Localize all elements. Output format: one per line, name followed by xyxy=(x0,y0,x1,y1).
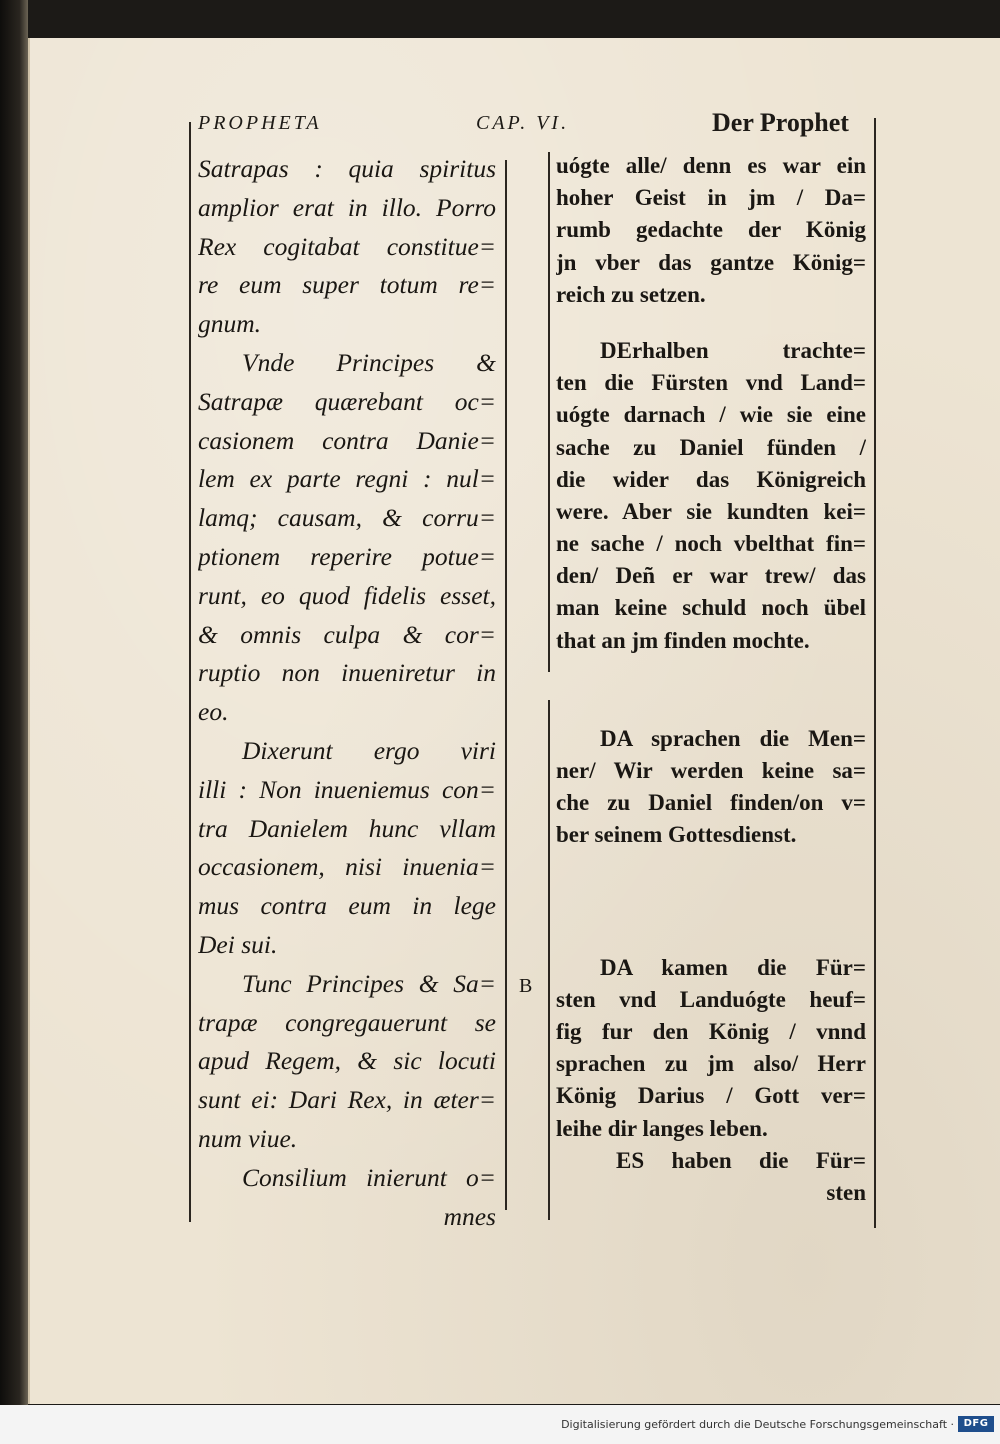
column-rule-german-left-lower xyxy=(548,700,550,1220)
column-rule-left xyxy=(189,122,191,1222)
latin-line: & omnis culpa & cor= xyxy=(198,619,496,649)
german-line: uógte darnach / wie sie eine xyxy=(556,402,866,428)
german-line: König Darius / Gott ver= xyxy=(556,1083,866,1109)
latin-line: eo. xyxy=(198,697,229,727)
german-line: ES haben die Für= xyxy=(616,1147,866,1173)
german-line: were. Aber sie kundten kei= xyxy=(556,498,866,524)
latin-line: lem ex parte regni : nul= xyxy=(198,464,496,494)
german-line: jn vber das gantze König= xyxy=(556,249,866,275)
dfg-logo: DFG xyxy=(958,1416,994,1432)
latin-line: num viue. xyxy=(198,1123,298,1153)
german-line: DA kamen die Für= xyxy=(600,954,866,980)
german-line: DErhalben trachte= xyxy=(600,337,866,363)
german-text-column xyxy=(556,150,866,1209)
german-line: fig fur den König / vnnd xyxy=(556,1018,866,1044)
latin-line: tra Danielem hunc vllam xyxy=(198,813,496,843)
latin-line: ruptio non inueniretur in xyxy=(198,658,496,688)
german-line: hoher Geist in jm / Da= xyxy=(556,185,866,211)
latin-line: Dixerunt ergo viri xyxy=(242,735,496,765)
digitization-credit: Digitalisierung gefördert durch die Deutsche Forschungsgemeinschaft · xyxy=(561,1418,954,1431)
latin-line: gnum. xyxy=(198,309,262,339)
latin-line: occasionem, nisi inuenia= xyxy=(198,852,496,882)
german-line: ner/ Wir werden keine sa= xyxy=(556,758,866,783)
latin-line: Rex cogitabat constitue= xyxy=(198,231,496,261)
german-line: sprachen zu jm also/ Herr xyxy=(556,1051,866,1077)
column-rule-german-left xyxy=(548,152,550,672)
german-line: che zu Daniel finden/on v= xyxy=(556,790,866,816)
running-head-chapter: CAP. VI. xyxy=(476,112,570,134)
paragraph-gap xyxy=(556,311,866,335)
latin-line: re eum super totum re= xyxy=(198,270,496,300)
german-line: sten vnd Landuógte heuf= xyxy=(556,986,866,1012)
paragraph-gap xyxy=(556,852,866,952)
latin-line: illi : Non inueniemus con= xyxy=(198,774,496,804)
latin-line: apud Regem, & sic locuti xyxy=(198,1046,496,1076)
german-line: rumb gedachte der König xyxy=(556,217,866,243)
latin-line: runt, eo quod fidelis esset, xyxy=(198,580,496,610)
latin-line: lamq; causam, & corru= xyxy=(198,503,496,533)
latin-line: Dei sui. xyxy=(198,929,278,959)
paragraph-gap xyxy=(556,657,866,723)
running-head-right: Der Prophet xyxy=(712,108,849,137)
latin-line: ptionem reperire potue= xyxy=(198,541,496,571)
latin-line: trapæ congregauerunt se xyxy=(198,1007,496,1037)
german-line: ten die Fürsten vnd Land= xyxy=(556,370,866,396)
latin-line: Satrapas : quia spiritus xyxy=(198,154,496,183)
latin-line: Satrapæ quærebant oc= xyxy=(198,386,496,416)
german-line: DA sprachen die Men= xyxy=(600,725,866,751)
german-line: that an jm finden mochte. xyxy=(556,627,810,653)
german-line: sache zu Daniel fünden / xyxy=(556,434,866,460)
german-line: sten xyxy=(826,1179,866,1205)
latin-text-column xyxy=(198,150,496,1236)
latin-line: amplior erat in illo. Porro xyxy=(198,192,496,222)
running-head-left: PROPHETA xyxy=(198,112,322,134)
german-line: man keine schuld noch übel xyxy=(556,595,866,621)
german-line: ne sache / noch vbelthat fin= xyxy=(556,531,866,557)
latin-line: Vnde Principes & xyxy=(242,347,496,377)
latin-line: casionem contra Danie= xyxy=(198,425,496,455)
scan-background-edge xyxy=(0,0,28,1405)
german-line: leihe dir langes leben. xyxy=(556,1115,768,1141)
latin-line: Tunc Principes & Sa= xyxy=(242,968,496,998)
marginal-signature-letter: B xyxy=(519,975,533,997)
column-rule-latin-right xyxy=(505,160,507,1210)
german-line: reich zu setzen. xyxy=(556,281,706,307)
latin-line: sunt ei: Dari Rex, in æter= xyxy=(198,1085,496,1115)
column-rule-right xyxy=(874,118,876,1228)
latin-line: Consilium inierunt o= xyxy=(242,1162,496,1192)
latin-line: mnes xyxy=(443,1201,496,1231)
german-line: ber seinem Gottesdienst. xyxy=(556,822,797,848)
german-line: uógte alle/ denn es war ein xyxy=(556,153,866,178)
german-line: die wider das Königreich xyxy=(556,466,866,492)
latin-line: mus contra eum in lege xyxy=(198,891,496,921)
german-line: den/ Deñ er war trew/ das xyxy=(556,563,866,589)
